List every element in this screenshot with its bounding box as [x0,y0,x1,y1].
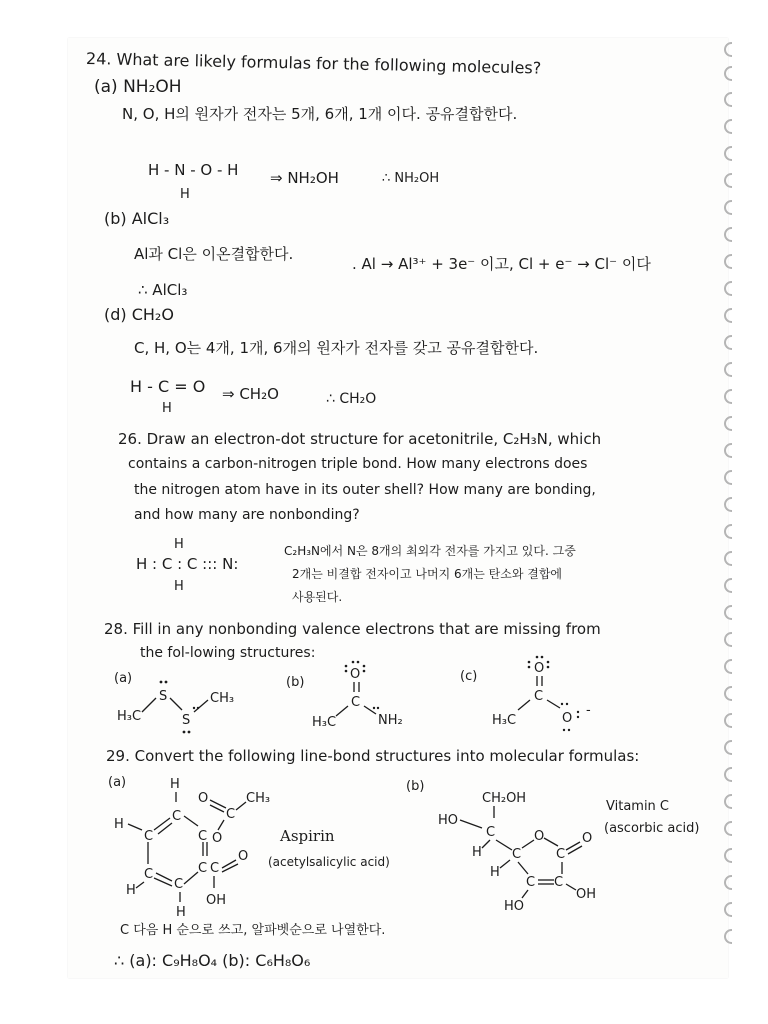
electron-dot [373,707,375,709]
q28-b-nh2: NH₂ [378,713,403,728]
q28-c-c: C [534,689,544,704]
vitc-ch2oh: CH₂OH [482,791,527,806]
aspirin-h-bottom: H [176,905,186,920]
binder-hole [724,119,732,134]
binder-hole [724,200,732,215]
bond-line [518,700,530,710]
q29-title: 29. Convert the following line-bond structures into molecular formulas: [106,747,640,765]
q24-a-therefore: ∴ NH₂OH [382,171,440,186]
binder-hole [724,281,732,296]
electron-dot [345,670,348,673]
electron-dot [377,707,379,709]
aspirin-c3: C [198,829,208,844]
q26-answer-line3: 사용된다. [292,590,343,604]
vitc-ho-bottom: HO [504,899,525,914]
q26-answer-line1: C₂H₃N에서 N은 8개의 최외각 전자를 가지고 있다. 그중 [284,544,576,558]
vitc-c2: C [512,847,522,862]
binder-holes [718,40,748,980]
binder-hole [724,470,732,485]
vitc-c5: C [554,875,564,890]
electron-dot [577,711,579,713]
q28-b-structure [310,660,430,740]
binder-hole [724,524,732,539]
q24-a-structure-h: H [180,187,190,202]
electron-dot [577,716,579,718]
bond-line [184,816,198,826]
vitc-c4: C [526,875,536,890]
electron-dot [528,661,531,664]
binder-hole [724,659,732,674]
vitc-ho: HO [438,813,459,828]
binder-hole [724,66,732,81]
q28-b-o: O [350,667,361,682]
binder-hole [724,227,732,242]
binder-hole [724,605,732,620]
bond-line [518,862,528,874]
aspirin-o1: O [198,791,209,806]
electron-dot [160,681,163,684]
binder-hole [724,578,732,593]
binder-hole [724,173,732,188]
bond-line [136,882,144,888]
q28-c-charge: - [586,703,591,718]
q26-dot-structure: H : C : C ::: N: [136,555,239,573]
q26-dot-bottom: H [174,579,184,594]
binder-hole [724,848,732,863]
aspirin-c8: C [210,861,220,876]
binder-hole [724,713,732,728]
aspirin-oh: OH [206,893,227,908]
electron-dot [165,681,168,684]
electron-dot [547,661,550,664]
bond-line [194,700,208,712]
binder-hole [724,335,732,350]
binder-hole [724,902,732,917]
aspirin-c5: C [198,861,208,876]
binder-hole [724,767,732,782]
bond-line [236,802,246,810]
electron-dot [563,729,565,731]
q24-b-text: Al과 Cl은 이온결합한다. [134,245,294,263]
q28-a-label: (a) [114,671,133,686]
q28-b-h3c: H₃C [312,715,337,730]
bond-line [222,860,236,868]
electron-dot [188,731,191,734]
binder-hole [724,92,732,107]
vitc-o2: O [582,831,593,846]
electron-dot [541,656,544,659]
q28-a-h3c: H₃C [117,709,142,724]
bond-line [170,698,182,710]
electron-dot [363,670,366,673]
q24-d-label: (d) CH₂O [104,305,174,324]
q24-d-text: C, H, O는 4개, 1개, 6개의 원자가 전자를 갖고 공유결합한다. [134,339,539,357]
electron-dot [561,703,563,705]
electron-dot [536,656,539,659]
bond-line [184,872,198,884]
bond-line [128,824,142,830]
binder-hole [724,254,732,269]
q28-c-structure [490,654,610,734]
q26-title-line2: contains a carbon-nitrogen triple bond. How many electrons does [128,456,588,472]
aspirin-structure [100,776,280,926]
electron-dot [566,703,568,705]
electron-dot [352,661,355,664]
aspirin-o2: O [212,831,223,846]
q26-dot-top: H [174,537,184,552]
bond-line [222,864,238,872]
q29-note: C 다음 H 순으로 쓰고, 알파벳순으로 나열한다. [120,923,386,938]
binder-hole [724,389,732,404]
binder-hole [724,875,732,890]
binder-hole [724,740,732,755]
q24-b-label: (b) AlCl₃ [104,209,170,228]
vitc-oh: OH [576,887,597,902]
electron-dot [357,661,360,664]
q26-answer-line2: 2개는 비결합 전자이고 나머지 6개는 탄소와 결합에 [292,567,562,581]
aspirin-h-top: H [170,777,180,792]
binder-hole [724,497,732,512]
q26-title-line3: the nitrogen atom have in its outer shell? How many are bonding, [134,482,596,498]
bond-line [142,698,156,712]
binder-hole [724,308,732,323]
q29-answer: ∴ (a): C₉H₈O₄ (b): C₆H₈O₆ [114,951,311,970]
q24-a-arrow: ⇒ NH₂OH [270,169,339,187]
q28-b-c: C [351,695,361,710]
vitc-c3: C [556,847,566,862]
q29-b-label: (b) [406,779,425,794]
bond-line [154,818,170,830]
aspirin-c1: C [144,829,154,844]
electron-dot [528,666,531,669]
electron-dot [183,731,186,734]
q28-title-line2: the fol-lowing structures: [140,645,316,661]
q24-a-label: (a) NH₂OH [94,77,182,97]
q24-a-text: N, O, H의 원자가 전자는 5개, 6개, 1개 이다. 공유결합한다. [122,105,518,123]
aspirin-subtitle: (acetylsalicylic acid) [268,855,390,869]
binder-hole [724,416,732,431]
binder-hole [724,686,732,701]
binder-hole [724,362,732,377]
bond-line [566,884,576,890]
q28-c-o2: O [562,711,573,726]
q24-a-structure: H - N - O - H [148,161,239,179]
q24-d-structure-h: H [162,401,172,416]
q26-title-line4: and how many are nonbonding? [134,507,360,523]
bond-line [547,700,560,708]
bond-line [522,840,534,848]
q24-title: 24. What are likely formulas for the following molecules? [85,49,542,78]
aspirin-c6: C [174,877,184,892]
vitc-h1: H [472,845,482,860]
q28-a-structure [110,668,270,738]
binder-hole [724,146,732,161]
bond-line [460,820,482,828]
q24-d-structure: H - C = O [130,377,206,396]
q24-d-therefore: ∴ CH₂O [326,391,377,407]
binder-hole [724,443,732,458]
vitc-c1: C [486,825,496,840]
binder-hole [724,632,732,647]
q28-c-h3c: H₃C [492,713,517,728]
electron-dot [193,707,195,709]
electron-dot [345,665,348,668]
aspirin-name: Aspirin [280,827,335,845]
vitc-h2: H [490,865,500,880]
bond-line [522,890,528,898]
q28-title-line1: 28. Fill in any nonbonding valence electrons that are missing from [104,620,601,638]
binder-hole [724,794,732,809]
bond-line [544,838,558,846]
aspirin-ch3: CH₃ [246,791,271,806]
bond-line [336,706,348,716]
q28-c-o: O [534,661,545,676]
aspirin-c7: C [226,807,236,822]
q29-a-label: (a) [108,775,127,790]
q24-d-arrow: ⇒ CH₂O [222,385,279,403]
electron-dot [568,729,570,731]
vitamin-c-name: Vitamin C [606,799,670,814]
q28-a-s1: S [159,689,168,704]
vitc-o1: O [534,829,545,844]
aspirin-h-left: H [114,817,124,832]
binder-hole [724,551,732,566]
aspirin-c4: C [144,867,154,882]
binder-hole [724,929,732,944]
q28-a-ch3: CH₃ [210,691,235,706]
aspirin-o3: O [238,849,249,864]
q26-title-line1: 26. Draw an electron-dot structure for acetonitrile, C₂H₃N, which [118,430,602,448]
q28-a-s2: S [182,713,191,728]
binder-hole [724,42,732,57]
bond-line [496,840,512,850]
vitamin-c-structure [438,786,608,916]
electron-dot [363,665,366,668]
vitamin-c-subtitle: (ascorbic acid) [604,821,700,836]
bond-line [218,820,224,830]
binder-hole [724,821,732,836]
q24-b-reaction: . Al → Al³⁺ + 3e⁻ 이고, Cl + e⁻ → Cl⁻ 이다 [352,255,651,273]
electron-dot [547,666,550,669]
aspirin-c2: C [172,809,182,824]
q28-c-label: (c) [460,669,478,684]
bond-line [482,840,490,848]
q24-b-therefore: ∴ AlCl₃ [138,281,188,299]
bond-line [500,860,510,868]
q28-b-label: (b) [286,675,305,690]
aspirin-h-bl: H [126,883,136,898]
